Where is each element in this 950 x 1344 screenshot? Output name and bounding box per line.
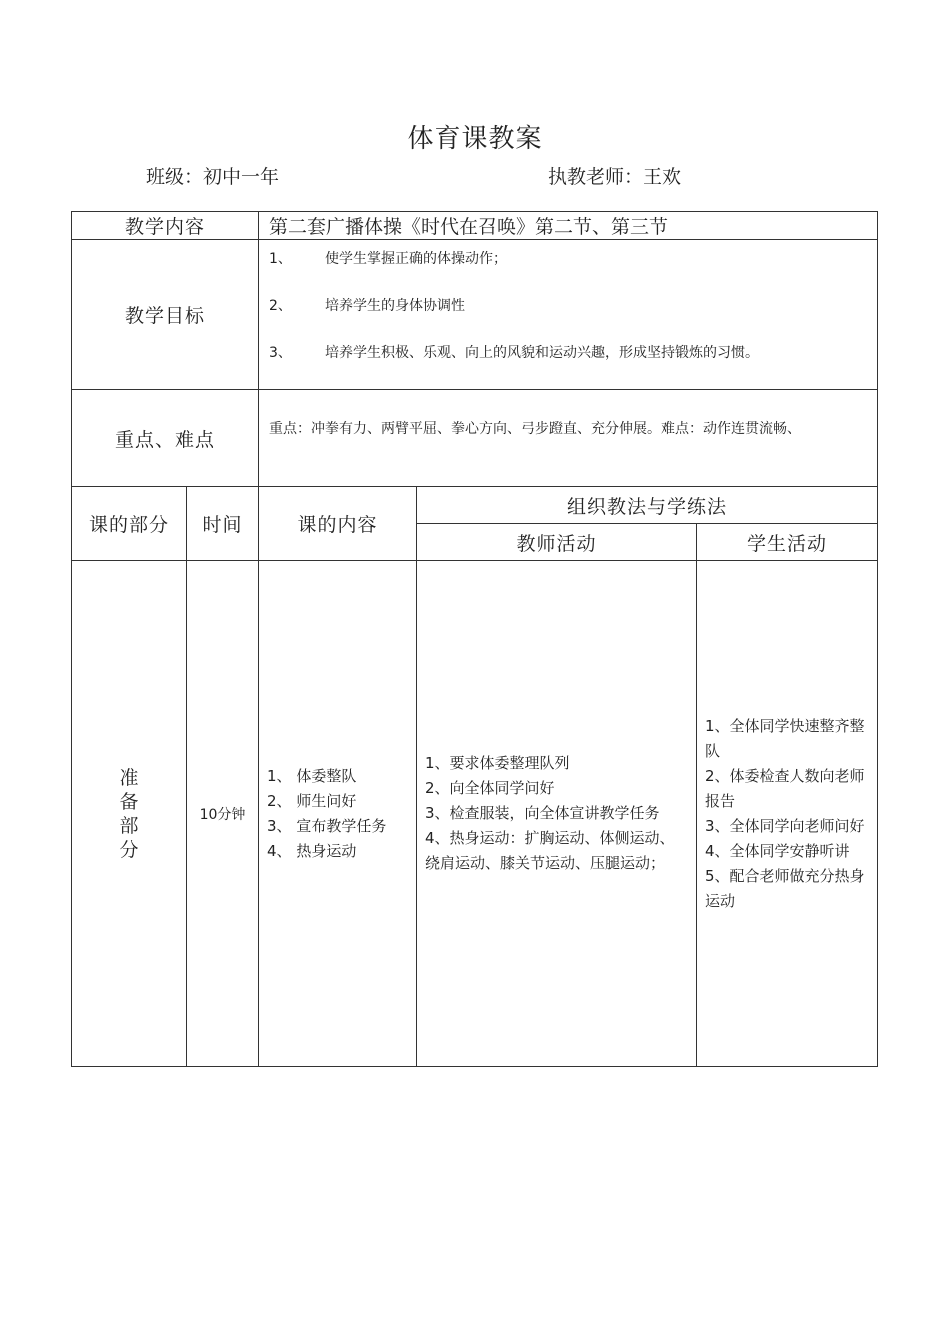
goal-item: 2、 培养学生的身体协调性 (269, 298, 466, 314)
student-activity-list (697, 561, 878, 1067)
list-item: 3、全体同学向老师问好 (705, 816, 865, 835)
goal-item: 3、 培养学生积极、乐观、向上的风貌和运动兴趣，形成坚持锻炼的习惯。 (269, 345, 760, 361)
list-item: 4、热身运动：扩胸运动、体侧运动、 (425, 829, 675, 847)
part-preparation: 准 备 部 分 (72, 561, 187, 1067)
keypoints-label: 重点、难点 (72, 390, 259, 487)
header-student-activity: 学生活动 (697, 524, 878, 561)
list-item: 3、 宣布教学任务 (267, 816, 387, 835)
list-item: 1、全体同学快速整齐整队 (705, 716, 865, 760)
lesson-content-list (259, 561, 417, 1067)
teaching-goals-list (259, 240, 878, 390)
teaching-content-label: 教学内容 (72, 212, 259, 240)
list-item: 绕肩运动、膝关节运动、压腿运动； (425, 854, 666, 872)
list-item: 3、检查服装，向全体宣讲教学任务 (425, 804, 660, 822)
teacher-info: 执教老师：王欢 (548, 166, 682, 188)
list-item: 2、 师生问好 (267, 791, 357, 810)
header-time: 时间 (187, 487, 259, 561)
teaching-content-value: 第二套广播体操《时代在召唤》第二节、第三节 (259, 212, 878, 240)
list-item: 1、 体委整队 (267, 766, 357, 785)
list-item: 4、 热身运动 (267, 841, 357, 860)
lesson-plan-table (71, 211, 878, 1067)
header-org-methods: 组织教法与学练法 (417, 487, 878, 524)
header-content: 课的内容 (259, 487, 417, 561)
list-item: 5、配合老师做充分热身运动 (705, 866, 865, 910)
document-title: 体育课教案 (407, 124, 543, 154)
class-info: 班级：初中一年 (146, 166, 280, 188)
list-item: 1、要求体委整理队列 (425, 754, 570, 772)
keypoints-value: 重点：冲拳有力、两臂平屈、拳心方向、弓步蹬直、充分伸展。难点：动作连贯流畅、 (259, 390, 878, 487)
goal-item: 1、 使学生掌握正确的体操动作； (269, 251, 508, 267)
teaching-goals-label: 教学目标 (72, 240, 259, 390)
header-teacher-activity: 教师活动 (417, 524, 697, 561)
list-item: 2、体委检查人数向老师报告 (705, 766, 865, 810)
time-value: 10分钟 (187, 561, 259, 1067)
teacher-activity-list (417, 561, 697, 1067)
list-item: 4、全体同学安静听讲 (705, 841, 850, 860)
header-part: 课的部分 (72, 487, 187, 561)
list-item: 2、向全体同学问好 (425, 779, 555, 797)
